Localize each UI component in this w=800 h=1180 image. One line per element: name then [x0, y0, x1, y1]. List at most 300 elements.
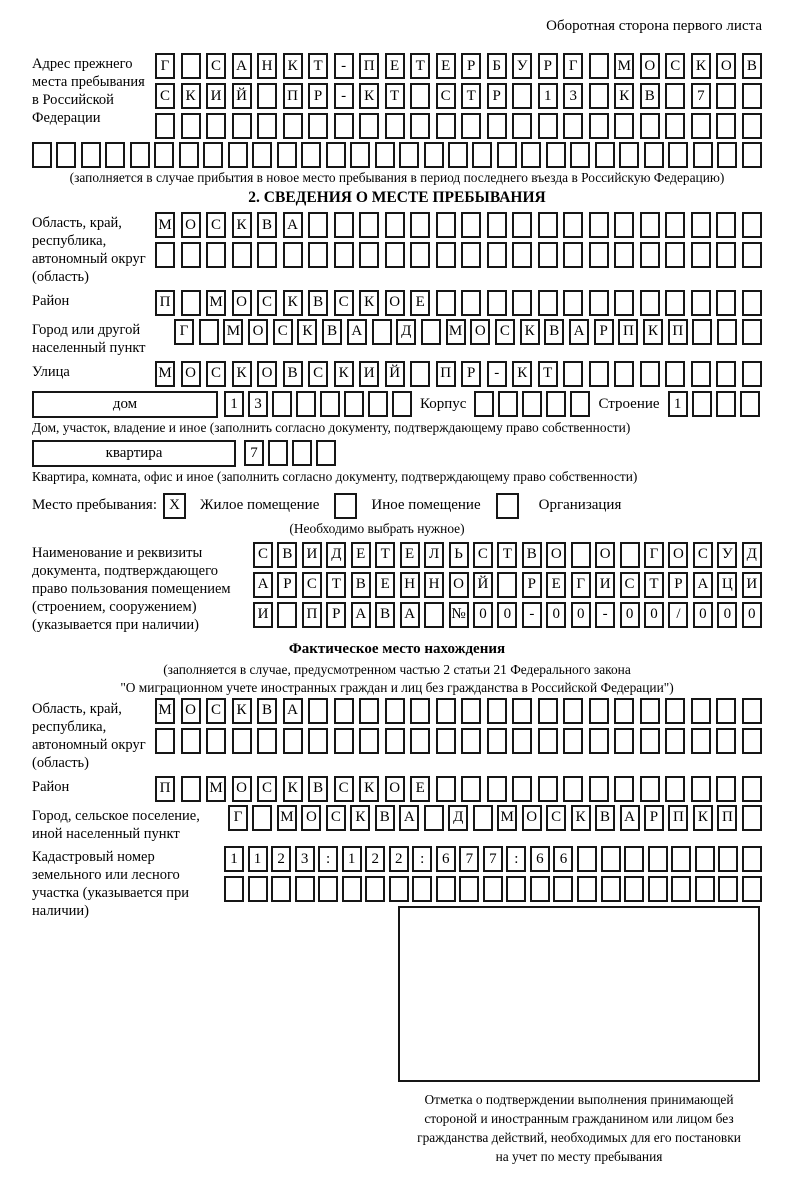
char-box	[716, 728, 736, 754]
char-box: М	[155, 698, 175, 724]
char-box: 0	[497, 602, 517, 628]
char-box	[487, 242, 507, 268]
char-box	[640, 113, 660, 139]
char-box	[512, 212, 532, 238]
char-box	[342, 876, 362, 902]
char-box: Г	[644, 542, 664, 568]
char-box	[716, 113, 736, 139]
street-row	[155, 361, 762, 387]
char-box: М	[155, 361, 175, 387]
char-box: И	[253, 602, 273, 628]
char-box	[272, 391, 292, 417]
char-box	[691, 113, 711, 139]
char-box	[589, 361, 609, 387]
korpus-label: Корпус	[420, 395, 467, 412]
char-box	[473, 805, 493, 831]
char-box: О	[232, 290, 252, 316]
char-box: Д	[742, 542, 762, 568]
actual-region-row-1	[155, 698, 762, 724]
previous-address-row-2	[155, 83, 762, 109]
char-box	[461, 290, 481, 316]
char-box: Т	[308, 53, 328, 79]
char-box: Е	[400, 542, 420, 568]
char-box	[691, 290, 711, 316]
char-box	[742, 361, 762, 387]
document-rows	[253, 542, 762, 635]
char-box: :	[412, 846, 432, 872]
char-box: К	[181, 83, 201, 109]
char-box: О	[470, 319, 490, 345]
char-box: П	[302, 602, 322, 628]
char-box	[640, 361, 660, 387]
char-box: П	[283, 83, 303, 109]
char-box: П	[436, 361, 456, 387]
char-box	[472, 142, 492, 168]
char-box	[546, 142, 566, 168]
char-box	[716, 242, 736, 268]
char-box: О	[546, 542, 566, 568]
actual-region-row-2	[155, 728, 762, 754]
char-box	[665, 83, 685, 109]
char-box: Т	[644, 572, 664, 598]
char-box: Р	[594, 319, 614, 345]
char-box: О	[385, 776, 405, 802]
char-box	[695, 846, 715, 872]
char-box: Е	[410, 290, 430, 316]
char-box: О	[716, 53, 736, 79]
char-box: П	[668, 805, 688, 831]
char-box	[436, 242, 456, 268]
char-box: К	[520, 319, 540, 345]
char-box	[424, 602, 444, 628]
char-box	[624, 846, 644, 872]
char-box: С	[473, 542, 493, 568]
char-box	[368, 391, 388, 417]
char-box	[257, 83, 277, 109]
char-box	[521, 142, 541, 168]
house-row	[32, 391, 762, 418]
actual-city-row	[228, 805, 762, 831]
char-box	[359, 698, 379, 724]
char-box	[716, 290, 736, 316]
char-box	[640, 212, 660, 238]
char-box: Т	[375, 542, 395, 568]
char-box	[742, 876, 762, 902]
char-box: 7	[244, 440, 264, 466]
char-box: Е	[436, 53, 456, 79]
stamp-area	[398, 906, 760, 1082]
char-box: Р	[668, 572, 688, 598]
char-box	[412, 876, 432, 902]
stroenie-boxes	[668, 391, 760, 417]
char-box	[640, 728, 660, 754]
char-box	[385, 242, 405, 268]
char-box	[461, 212, 481, 238]
char-box	[155, 242, 175, 268]
char-box	[181, 113, 201, 139]
char-box: 1	[538, 83, 558, 109]
char-box	[32, 142, 52, 168]
char-box	[308, 698, 328, 724]
char-box: У	[717, 542, 737, 568]
char-box	[742, 212, 762, 238]
char-box: Е	[351, 542, 371, 568]
char-box	[640, 242, 660, 268]
char-box: В	[375, 602, 395, 628]
char-box: С	[693, 542, 713, 568]
char-box: С	[326, 805, 346, 831]
char-box: М	[223, 319, 243, 345]
char-box: Д	[326, 542, 346, 568]
char-box: К	[232, 698, 252, 724]
char-box	[620, 542, 640, 568]
region-label: Область, край, республика, автономный округ (область)	[32, 215, 146, 285]
char-box: 1	[224, 846, 244, 872]
char-box	[577, 876, 597, 902]
char-box	[671, 876, 691, 902]
stay-type-label: Место пребывания:	[32, 497, 157, 514]
char-box: 2	[389, 846, 409, 872]
char-box	[206, 728, 226, 754]
char-box: В	[640, 83, 660, 109]
char-box: С	[620, 572, 640, 598]
document-row-2	[253, 572, 762, 598]
actual-city-rows	[228, 805, 762, 844]
char-box	[498, 391, 518, 417]
char-box	[461, 113, 481, 139]
char-box: И	[742, 572, 762, 598]
char-box: С	[665, 53, 685, 79]
char-box	[512, 776, 532, 802]
char-box: Т	[538, 361, 558, 387]
char-box: К	[350, 805, 370, 831]
char-box	[292, 440, 312, 466]
region-row-2	[155, 242, 762, 268]
char-box: П	[155, 290, 175, 316]
char-box	[589, 53, 609, 79]
char-box: С	[302, 572, 322, 598]
char-box	[691, 698, 711, 724]
document-field	[32, 542, 762, 635]
char-box	[553, 876, 573, 902]
char-box	[436, 728, 456, 754]
char-box	[538, 698, 558, 724]
char-box	[512, 290, 532, 316]
char-box	[665, 776, 685, 802]
char-box	[277, 142, 297, 168]
char-box	[308, 242, 328, 268]
char-box: К	[691, 53, 711, 79]
char-box	[665, 728, 685, 754]
char-box: 6	[436, 846, 456, 872]
actual-region-field	[32, 698, 762, 773]
char-box	[459, 876, 479, 902]
char-box: Р	[461, 361, 481, 387]
char-box	[334, 113, 354, 139]
char-box: К	[232, 361, 252, 387]
apartment-boxes	[244, 440, 336, 466]
house-number-boxes	[224, 391, 412, 417]
char-box	[563, 242, 583, 268]
actual-district-label: Район	[32, 778, 70, 795]
apartment-note: Квартира, комната, офис и иное (заполнить согласно документу, подтверждающему право собственности)	[32, 468, 638, 484]
char-box: А	[399, 805, 419, 831]
char-box	[691, 776, 711, 802]
char-box	[295, 876, 315, 902]
char-box: С	[273, 319, 293, 345]
char-box	[326, 142, 346, 168]
char-box: Г	[228, 805, 248, 831]
char-box: В	[544, 319, 564, 345]
actual-region-label: Область, край, республика, автономный округ (область)	[32, 700, 146, 771]
city-row	[174, 319, 762, 345]
char-box	[487, 212, 507, 238]
char-box: М	[206, 776, 226, 802]
char-box: М	[497, 805, 517, 831]
char-box: О	[668, 542, 688, 568]
char-box: 0	[717, 602, 737, 628]
char-box	[483, 876, 503, 902]
char-box	[614, 361, 634, 387]
char-box	[410, 113, 430, 139]
char-box: П	[668, 319, 688, 345]
char-box	[589, 83, 609, 109]
char-box: О	[181, 698, 201, 724]
char-box: К	[283, 53, 303, 79]
char-box	[334, 212, 354, 238]
char-box: К	[359, 83, 379, 109]
char-box: К	[614, 83, 634, 109]
char-box	[648, 876, 668, 902]
char-box	[716, 776, 736, 802]
char-box: Р	[461, 53, 481, 79]
char-box	[105, 142, 125, 168]
char-box: П	[359, 53, 379, 79]
char-box: В	[322, 319, 342, 345]
char-box: В	[742, 53, 762, 79]
char-box: К	[359, 290, 379, 316]
char-box	[308, 113, 328, 139]
char-box: 1	[668, 391, 688, 417]
char-box	[410, 212, 430, 238]
cadastre-row-1	[224, 846, 762, 872]
house-label-box: дом	[32, 391, 218, 418]
char-box	[252, 142, 272, 168]
char-box	[199, 319, 219, 345]
char-box: Е	[410, 776, 430, 802]
char-box: О	[248, 319, 268, 345]
char-box	[512, 698, 532, 724]
actual-district-field	[32, 776, 762, 802]
char-box	[268, 440, 288, 466]
city-label: Город или другой населенный пункт	[32, 321, 146, 356]
char-box: М	[446, 319, 466, 345]
char-box	[563, 212, 583, 238]
char-box: Г	[155, 53, 175, 79]
char-box: 3	[248, 391, 268, 417]
char-box: О	[522, 805, 542, 831]
char-box: 1	[342, 846, 362, 872]
char-box	[283, 728, 303, 754]
char-box: В	[375, 805, 395, 831]
char-box: -	[334, 53, 354, 79]
page-title: Оборотная сторона первого листа	[546, 18, 762, 34]
char-box	[589, 776, 609, 802]
char-box	[232, 728, 252, 754]
char-box	[318, 876, 338, 902]
char-box: Г	[563, 53, 583, 79]
char-box	[271, 876, 291, 902]
stay-type-row	[32, 493, 762, 519]
char-box	[399, 142, 419, 168]
char-box: 6	[530, 846, 550, 872]
char-box: Д	[396, 319, 416, 345]
actual-location-note-2: "О миграционном учете иностранных граждан и лиц без гражданства в Российской Федерации")	[120, 679, 674, 695]
char-box: :	[506, 846, 526, 872]
char-box: В	[277, 542, 297, 568]
char-box	[717, 319, 737, 345]
char-box: Т	[410, 53, 430, 79]
char-box	[512, 242, 532, 268]
char-box	[742, 319, 762, 345]
char-box: Т	[461, 83, 481, 109]
char-box: И	[302, 542, 322, 568]
char-box: -	[487, 361, 507, 387]
stay-type-note: (Необходимо выбрать нужное)	[289, 520, 465, 536]
char-box	[232, 113, 252, 139]
char-box: Н	[257, 53, 277, 79]
district-label: Район	[32, 292, 70, 309]
char-box	[512, 83, 532, 109]
section2-title: 2. СВЕДЕНИЯ О МЕСТЕ ПРЕБЫВАНИЯ	[248, 189, 546, 206]
char-box: 6	[553, 846, 573, 872]
char-box	[421, 319, 441, 345]
document-row-3	[253, 602, 762, 628]
char-box: Е	[375, 572, 395, 598]
char-box	[589, 290, 609, 316]
char-box	[742, 846, 762, 872]
char-box: К	[297, 319, 317, 345]
char-box: :	[318, 846, 338, 872]
char-box	[385, 728, 405, 754]
char-box	[232, 242, 252, 268]
document-row-1	[253, 542, 762, 568]
char-box: Т	[385, 83, 405, 109]
char-box	[614, 728, 634, 754]
char-box	[601, 876, 621, 902]
char-box	[372, 319, 392, 345]
char-box: С	[436, 83, 456, 109]
char-box: Ц	[717, 572, 737, 598]
char-box: С	[308, 361, 328, 387]
char-box: Й	[385, 361, 405, 387]
char-box: А	[253, 572, 273, 598]
street-label: Улица	[32, 363, 70, 380]
checkbox-organization	[496, 493, 519, 519]
char-box	[257, 728, 277, 754]
char-box	[283, 242, 303, 268]
stroenie-label: Строение	[598, 395, 660, 412]
char-box: П	[155, 776, 175, 802]
char-box: К	[693, 805, 713, 831]
char-box	[365, 876, 385, 902]
char-box: К	[334, 361, 354, 387]
char-box: 0	[742, 602, 762, 628]
char-box: С	[253, 542, 273, 568]
char-box	[424, 142, 444, 168]
char-box	[742, 805, 762, 831]
char-box	[589, 212, 609, 238]
char-box	[742, 83, 762, 109]
char-box: П	[717, 805, 737, 831]
char-box	[589, 113, 609, 139]
char-box	[693, 142, 713, 168]
char-box	[648, 846, 668, 872]
char-box: 7	[691, 83, 711, 109]
char-box: С	[334, 776, 354, 802]
char-box: А	[569, 319, 589, 345]
char-box: О	[181, 361, 201, 387]
char-box	[640, 290, 660, 316]
char-box	[385, 113, 405, 139]
char-box: Е	[385, 53, 405, 79]
char-box	[589, 242, 609, 268]
char-box: У	[512, 53, 532, 79]
char-box: №	[449, 602, 469, 628]
korpus-boxes	[474, 391, 590, 417]
char-box	[619, 142, 639, 168]
char-box	[624, 876, 644, 902]
char-box	[334, 728, 354, 754]
char-box: 3	[295, 846, 315, 872]
char-box: И	[595, 572, 615, 598]
char-box: С	[206, 361, 226, 387]
char-box	[691, 242, 711, 268]
char-box	[461, 698, 481, 724]
char-box	[392, 391, 412, 417]
char-box	[179, 142, 199, 168]
char-box	[546, 391, 566, 417]
char-box	[487, 698, 507, 724]
char-box	[563, 728, 583, 754]
char-box	[461, 728, 481, 754]
option-residential-label: Жилое помещение	[200, 497, 320, 514]
char-box	[640, 776, 660, 802]
char-box: А	[620, 805, 640, 831]
previous-address-row-3	[155, 113, 762, 139]
char-box	[56, 142, 76, 168]
char-box: В	[595, 805, 615, 831]
actual-location-title: Фактическое место нахождения	[288, 640, 506, 657]
char-box: 0	[546, 602, 566, 628]
char-box: 1	[248, 846, 268, 872]
char-box: А	[283, 212, 303, 238]
char-box	[538, 242, 558, 268]
char-box	[563, 113, 583, 139]
char-box	[424, 805, 444, 831]
char-box	[691, 212, 711, 238]
char-box	[665, 113, 685, 139]
char-box: К	[359, 776, 379, 802]
char-box	[344, 391, 364, 417]
char-box	[742, 290, 762, 316]
char-box: О	[301, 805, 321, 831]
char-box	[742, 776, 762, 802]
char-box	[359, 242, 379, 268]
char-box: Е	[546, 572, 566, 598]
previous-address-rows	[155, 53, 762, 139]
char-box: М	[614, 53, 634, 79]
